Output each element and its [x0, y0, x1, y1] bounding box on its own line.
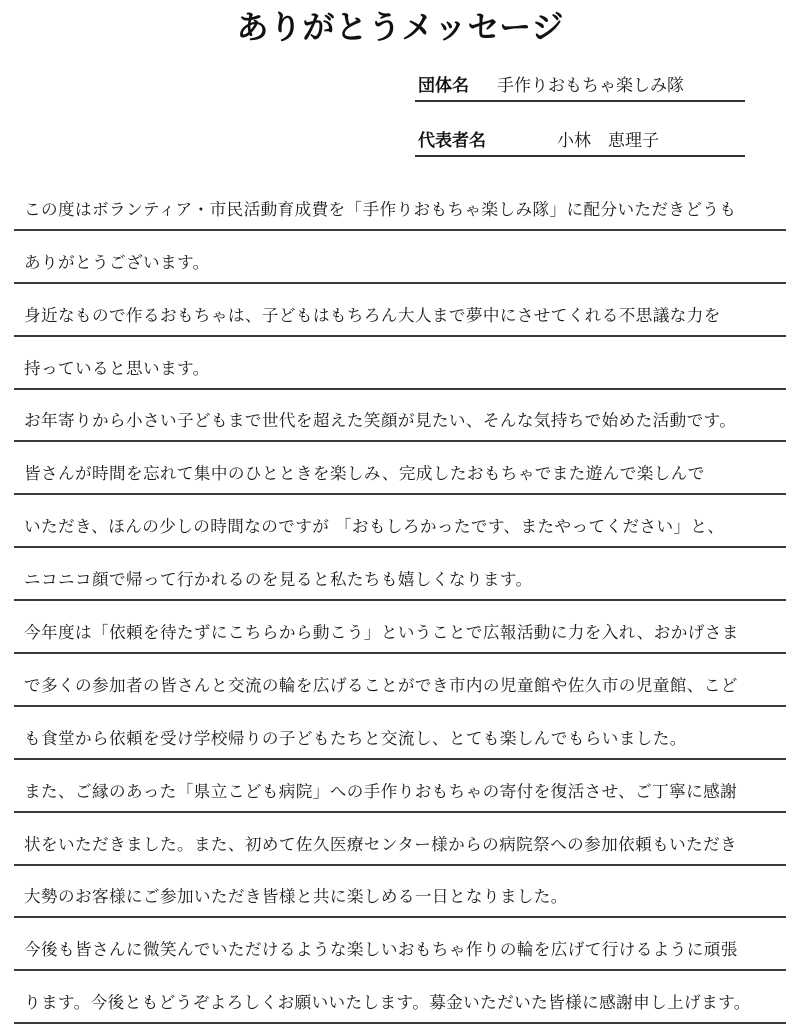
message-line [14, 495, 786, 548]
representative-row [415, 127, 745, 157]
message-line-text: 今年度は「依頼を待たずにこちらから動こう」ということで広報活動に力を入れ、おかげさま [24, 623, 739, 643]
message-line-text: も食堂から依頼を受け学校帰りの子どもたちと交流し、とても楽しんでもらいました。 [24, 728, 687, 748]
message-line [14, 918, 786, 971]
message-line [14, 442, 786, 495]
organization-name: 手作りおもちゃ楽しみ隊 [497, 76, 684, 96]
message-line-text: 皆さんが時間を忘れて集中のひとときを楽しみ、完成したおもちゃでまた遊んで楽しんで [24, 464, 705, 484]
message-line [14, 866, 786, 919]
representative-label: 代表者名 [418, 131, 486, 151]
message-line-text: また、ご縁のあった「県立こども病院」への手作りおもちゃの寄付を復活させ、ご丁寧に感謝 [24, 781, 738, 801]
message-line-text: 状をいただきました。また、初めて佐久医療センター様からの病院祭への参加依頼もいただき [24, 834, 738, 854]
organization-label: 団体名 [418, 76, 469, 96]
message-line-text: ります。今後ともどうぞよろしくお願いいたします。募金いただいた皆様に感謝申し上げます。 [24, 993, 751, 1013]
document-title: ありがとうメッセージ [236, 8, 565, 46]
message-line-text: ニコニコ顔で帰って行かれるのを見ると私たちも嬉しくなります。 [24, 570, 533, 590]
message-line [14, 337, 786, 390]
message-line [14, 760, 786, 813]
organization-row [415, 72, 745, 102]
message-line [14, 178, 786, 231]
message-body [14, 178, 786, 1024]
message-line [14, 707, 786, 760]
message-line-text: で多くの参加者の皆さんと交流の輪を広げることができ市内の児童館や佐久市の児童館、こど [24, 675, 738, 695]
message-line [14, 284, 786, 337]
message-line-text: お年寄りから小さい子どもまで世代を超えた笑顔が見たい、そんな気持ちで始めた活動です。 [24, 411, 737, 431]
message-line-text: ありがとうございます。 [24, 252, 210, 272]
message-line [14, 813, 786, 866]
message-line-text: 今後も皆さんに微笑んでいただけるような楽しいおもちゃ作りの輪を広げて行けるように頑張 [24, 940, 738, 960]
message-line [14, 390, 786, 443]
message-line [14, 231, 786, 284]
message-line-text: 大勢のお客様にご参加いただき皆様と共に楽しめる一日となりました。 [24, 887, 568, 907]
representative-name: 小林 恵理子 [557, 131, 659, 151]
message-line-text: いただき、ほんの少しの時間なのですが 「おもしろかったです、またやってください」と、 [24, 517, 725, 537]
message-line-text: 持っていると思います。 [24, 358, 210, 378]
message-line-text: 身近なもので作るおもちゃは、子どもはもちろん大人まで夢中にさせてくれる不思議な力を [24, 305, 721, 325]
message-line-text: この度はボランティア・市民活動育成費を「手作りおもちゃ楽しみ隊」に配分いただきどうも [24, 199, 737, 219]
message-line [14, 548, 786, 601]
message-line [14, 601, 786, 654]
message-line [14, 971, 786, 1024]
message-line [14, 654, 786, 707]
